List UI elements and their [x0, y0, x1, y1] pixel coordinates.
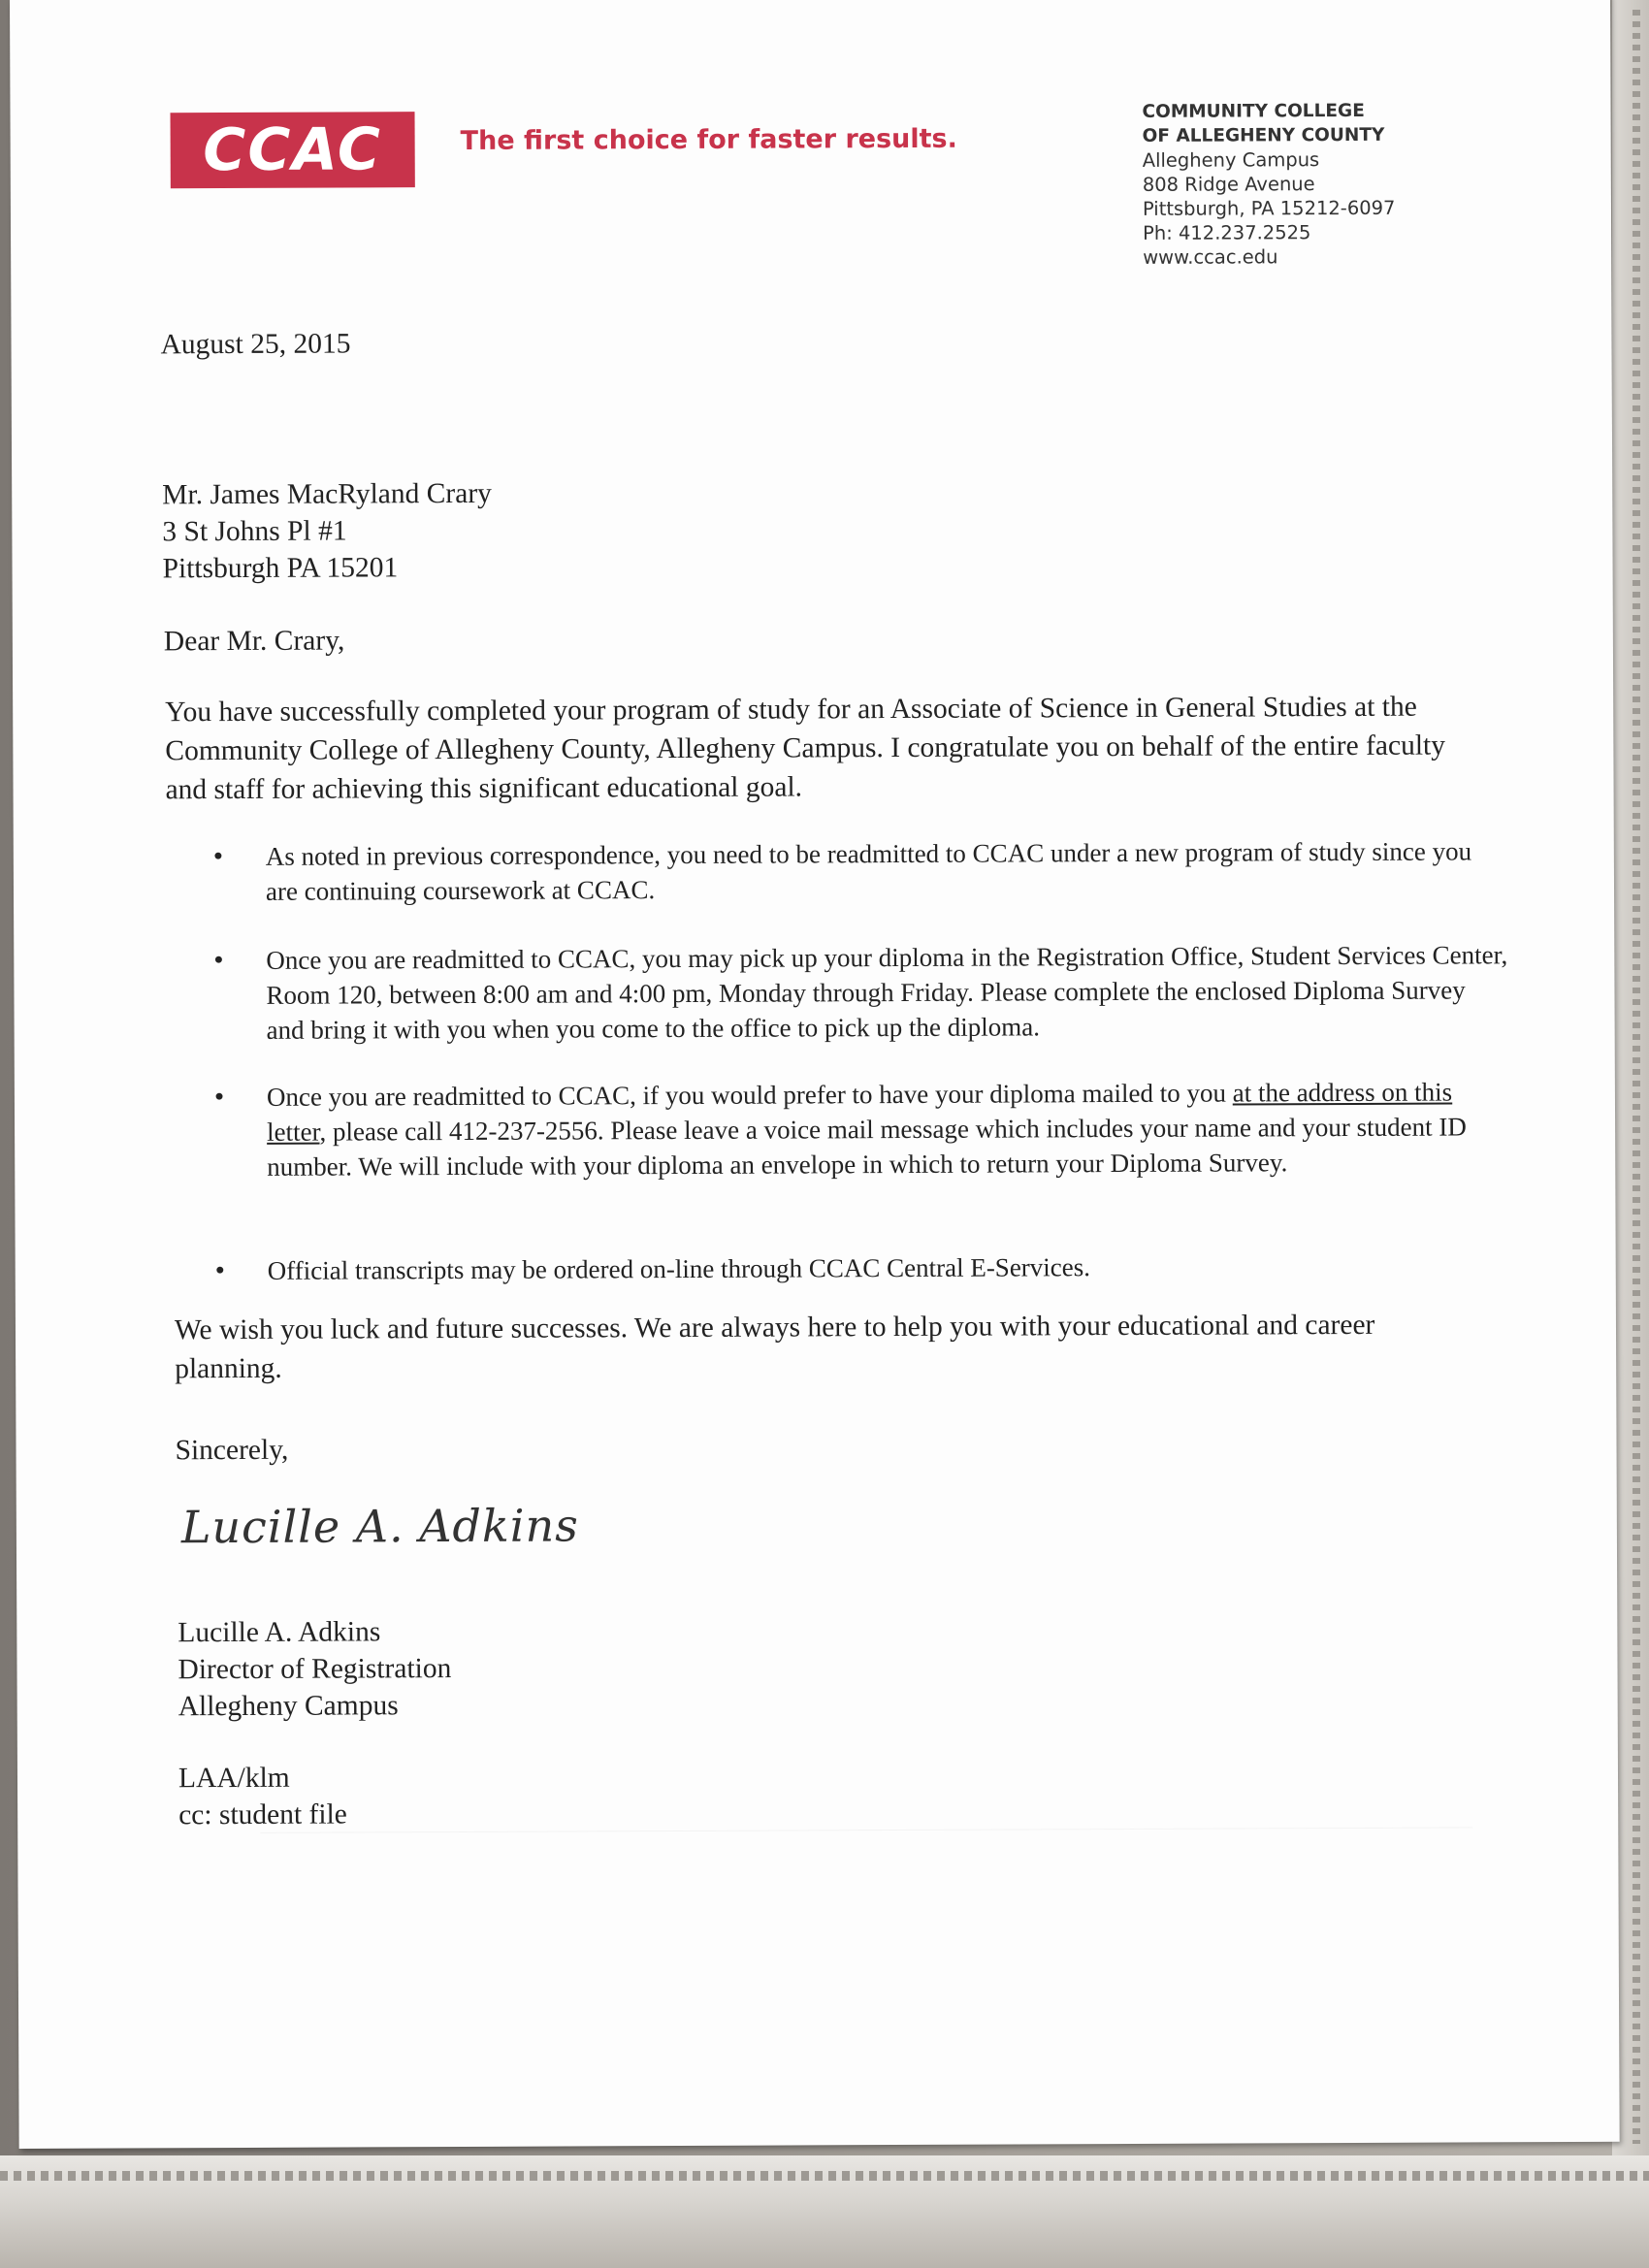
recipient-city: Pittsburgh PA 15201 [162, 552, 399, 585]
tagline: The first choice for faster results. [460, 123, 957, 156]
bullet-item-1 [210, 833, 1509, 906]
salutation: Dear Mr. Crary, [163, 625, 345, 658]
sign-off: Sincerely, [175, 1434, 289, 1467]
college-street: 808 Ridge Avenue [1142, 173, 1315, 196]
signer-block [178, 1613, 451, 1725]
recipient-name: Mr. James MacRyland Crary [162, 477, 492, 511]
recipient-street: 3 St Johns Pl #1 [162, 515, 347, 548]
handwritten-signature: Lucille A. Adkins [180, 1499, 579, 1554]
bullet-text-1: As noted in previous correspondence, you need to be readmitted to CCAC under a new program of study since you are continuing coursework at CCAC. [265, 836, 1472, 906]
sleeve-perforation-bottom [0, 2171, 1649, 2181]
recipient-address [162, 475, 492, 587]
college-address-block [1142, 99, 1395, 270]
logo-text: CCAC [203, 115, 383, 185]
bullet-item-3 [211, 1074, 1510, 1182]
bullet-text-2: Once you are readmitted to CCAC, you may pick up your diploma in the Registration Office, Student Services Center, Room 120, between 8:00 am and 4:00 pm, Monday through Friday. Please complete the enclosed Diploma Survey and bring it with you when you come to the office to pick up the diploma. [266, 940, 1508, 1045]
cc-line: cc: student file [178, 1798, 347, 1831]
college-name-line2: OF ALLEGHENY COUNTY [1142, 124, 1385, 146]
bullet-3-underlined-text: at the address on this letter [267, 1077, 1453, 1147]
closing-paragraph: We wish you luck and future successes. We are always here to help you with your educational and career planning. [174, 1309, 1375, 1385]
bleed-through-text [260, 1827, 1472, 1920]
bullet-text-4: Official transcripts may be ordered on-line through CCAC Central E-Services. [267, 1252, 1091, 1285]
reference-block [178, 1760, 347, 1834]
bullet-text-3 [267, 1074, 1508, 1184]
signer-campus: Allegheny Campus [178, 1690, 399, 1723]
college-phone: Ph: 412.237.2525 [1143, 221, 1311, 244]
ccac-logo [171, 112, 415, 188]
letter-page [10, 0, 1620, 2149]
bullet-dot: • [211, 947, 226, 975]
bullet-dot: • [210, 843, 226, 871]
bullet-item-4 [212, 1247, 1511, 1285]
bullet-3-text-before: Once you are readmitted to CCAC, if you would prefer to have your diploma mailed to you [266, 1078, 1233, 1112]
bullet-dot: • [212, 1257, 227, 1285]
signer-name: Lucille A. Adkins [178, 1616, 381, 1649]
college-city: Pittsburgh, PA 15212-6097 [1142, 196, 1396, 220]
signer-title: Director of Registration [178, 1653, 452, 1686]
sleeve-perforation-right [1633, 10, 1640, 2144]
bullet-dot: • [211, 1084, 227, 1112]
body-paragraph-1: You have successfully completed your program of study for an Associate of Science in General Studies at the Community College of Allegheny County, Allegheny Campus. I congratulate you on behalf of the entire faculty and staff for achieving this significant educational goal. [165, 691, 1446, 806]
reference-initials: LAA/klm [178, 1762, 290, 1795]
bullet-3-text-after: , please call 412-237-2556. Please leave a voice mail message which includes your name and your student ID number. We will include with your diploma an envelope in which to return your Diploma Survey. [267, 1112, 1467, 1182]
bullet-item-2 [211, 937, 1509, 1045]
letter-date: August 25, 2015 [160, 328, 351, 361]
college-website: www.ccac.edu [1143, 245, 1278, 269]
college-name-line1: COMMUNITY COLLEGE [1142, 100, 1365, 122]
college-campus: Allegheny Campus [1142, 148, 1320, 172]
